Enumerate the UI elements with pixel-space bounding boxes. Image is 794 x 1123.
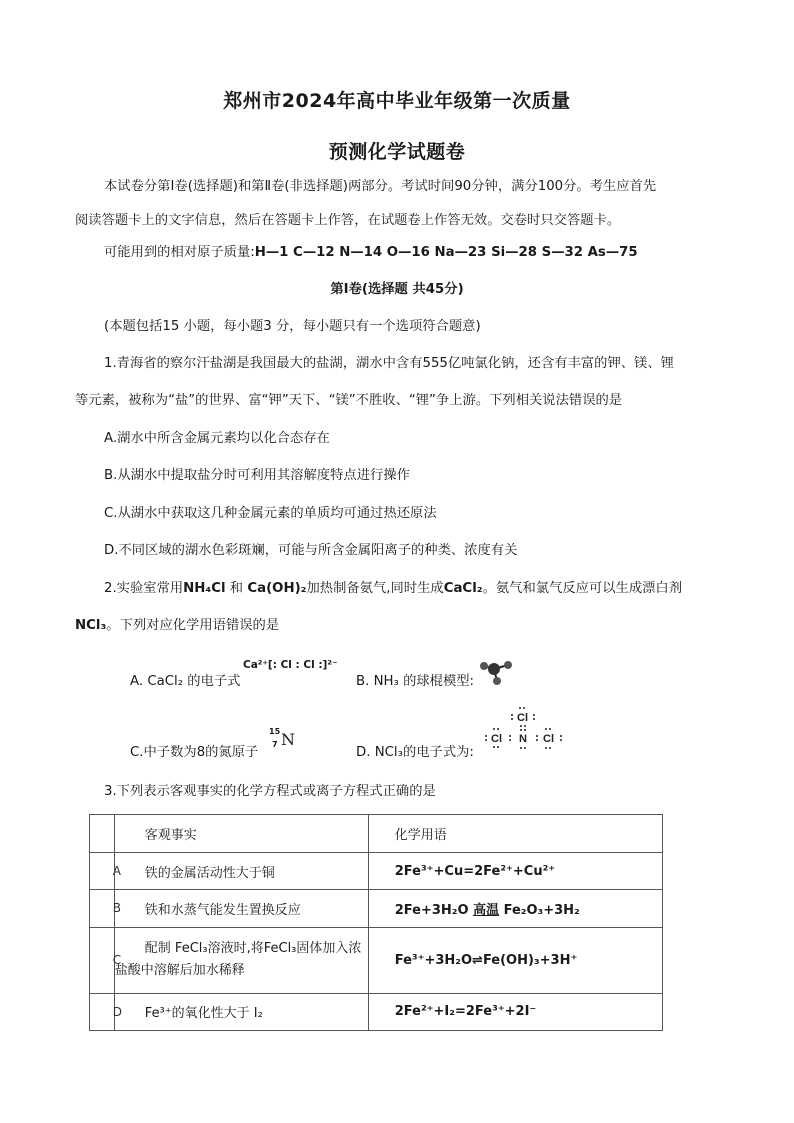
row-mark: B	[112, 901, 122, 916]
page-title: 郑州市2024年高中毕业年级第一次质量	[223, 90, 571, 112]
row-fact: Fe³⁺的氧化性大于 I₂	[144, 1006, 263, 1022]
atomic-mass-label: 可能用到的相对原子质量:	[104, 245, 255, 260]
q1-stem-line-1: 1.青海省的察尔汗盐湖是我国最大的盐湖，湖水中含有555亿吨氯化钠，还含有丰富的钾、镁、锂	[104, 356, 674, 371]
row-equation-condition: 高温	[473, 902, 500, 918]
row-mark: D	[112, 1004, 123, 1019]
q1-option-d: D.不同区域的湖水色彩斑斓，可能与所含金属阳离子的种类、浓度有关	[104, 543, 518, 558]
row-mark: A	[112, 864, 122, 879]
atomic-mass-line	[104, 244, 638, 262]
q2-stem-part-2: 和	[225, 581, 248, 596]
nh3-ball-stick-model-icon	[478, 656, 518, 688]
cacl2-electron-formula: Ca²⁺[: Cl : Cl :]²⁻	[243, 659, 338, 671]
q3-table	[89, 814, 663, 1031]
row-equation-right: Fe₂O₃+3H₂	[499, 902, 580, 918]
row-equation: Fe³⁺+3H₂O⇌Fe(OH)₃+3H⁺	[394, 952, 578, 968]
row-mark-cell	[90, 927, 115, 993]
page-subtitle: 预测化学试题卷	[328, 141, 466, 163]
row-mark: C	[112, 953, 122, 968]
svg-text:Cl: Cl	[517, 712, 528, 724]
table-header-row	[90, 815, 663, 853]
row-equation-cell	[368, 993, 662, 1030]
q2-stem-line-1	[104, 580, 682, 598]
q1-option-b: B.从湖水中提取盐分时可利用其溶解度特点进行操作	[104, 468, 410, 483]
header-equation-label: 化学用语	[394, 828, 447, 844]
row-fact: 铁的金属活动性大于铜	[144, 865, 275, 881]
row-equation: 2Fe³⁺+Cu=2Fe²⁺+Cu²⁺	[394, 863, 556, 879]
svg-text:Cl: Cl	[543, 733, 554, 745]
row-mark-cell	[90, 890, 115, 927]
q2-stem-part-3: 加热制备氨气,同时生成	[306, 581, 444, 596]
section-note: (本题包括15 小题，每小题3 分，每小题只有一个选项符合题意)	[104, 319, 481, 334]
q2-option-a: A. CaCl₂ 的电子式	[130, 674, 241, 689]
ncl3-electron-formula-icon	[483, 706, 567, 754]
table-header-blank	[90, 815, 115, 853]
row-mark-cell	[90, 853, 115, 890]
isotope-element-symbol: N	[281, 730, 295, 749]
q2-stem-part-4: 。氨气和氯气反应可以生成漂白剂	[482, 581, 683, 596]
q1-option-a: A.湖水中所含金属元素均以化合态存在	[104, 431, 330, 446]
q2-formula-caoh2: Ca(OH)₂	[247, 581, 307, 596]
q3-stem: 3.下列表示客观事实的化学方程式或离子方程式正确的是	[104, 784, 436, 799]
q2-formula-nh4cl: NH₄Cl	[183, 581, 226, 596]
atomic-mass-values: H—1 C—12 N—14 O—16 Na—23 Si—28 S—32 As—75	[254, 245, 638, 260]
q2-stem-line-2	[75, 617, 279, 635]
row-equation-cell	[368, 927, 662, 993]
table-row	[90, 993, 663, 1030]
q2-formula-ncl3: NCl₃	[75, 618, 107, 633]
table-row	[90, 927, 663, 993]
svg-text:N: N	[519, 733, 527, 745]
q2-formula-cacl2: CaCl₂	[443, 581, 483, 596]
table-header-equation	[368, 815, 662, 853]
row-equation: 2Fe²⁺+I₂=2Fe³⁺+2I⁻	[394, 1004, 537, 1020]
row-mark-cell	[90, 993, 115, 1030]
q2-stem-line-2-text: 。下列对应化学用语错误的是	[106, 618, 280, 633]
table-row	[90, 853, 663, 890]
row-fact: 配制 FeCl₃溶液时,将FeCl₃固体加入浓盐酸中溶解后加水稀释	[114, 941, 362, 979]
row-equation-left: 2Fe+3H₂O	[394, 902, 474, 918]
row-fact-cell	[114, 993, 368, 1030]
isotope-mass-number: 15	[269, 727, 281, 736]
q2-option-c: C.中子数为8的氮原子	[130, 745, 259, 760]
q2-option-d: D. NCl₃的电子式为:	[356, 745, 474, 760]
intro-line-1: 本试卷分第Ⅰ卷(选择题)和第Ⅱ卷(非选择题)两部分。考试时间90分钟，满分100分。考生应首先	[104, 179, 657, 194]
row-fact-cell	[114, 890, 368, 927]
nitrogen-isotope-symbol	[269, 727, 299, 755]
row-equation-cell	[368, 853, 662, 890]
row-fact-cell	[114, 927, 368, 993]
q2-option-b: B. NH₃ 的球棍模型:	[356, 674, 475, 689]
q1-option-c: C.从湖水中获取这几种金属元素的单质均可通过热还原法	[104, 506, 437, 521]
section-heading: 第Ⅰ卷(选择题 共45分)	[330, 282, 464, 297]
q2-stem-part-1: 2.实验室常用	[104, 581, 184, 596]
intro-line-2: 阅读答题卡上的文字信息，然后在答题卡上作答，在试题卷上作答无效。交卷时只交答题卡。	[75, 213, 621, 228]
row-fact-cell	[114, 853, 368, 890]
table-header-fact	[114, 815, 368, 853]
row-equation-cell	[368, 890, 662, 927]
row-fact: 铁和水蒸气能发生置换反应	[144, 902, 301, 918]
q1-stem-line-2: 等元素，被称为“盐”的世界、富“钾”天下、“镁”不胜收、“锂”争上游。下列相关说法错误的是	[75, 393, 623, 408]
isotope-atomic-number: 7	[272, 740, 278, 749]
header-fact-label: 客观事实	[144, 828, 197, 844]
svg-text:Cl: Cl	[491, 733, 502, 745]
table-row	[90, 890, 663, 927]
